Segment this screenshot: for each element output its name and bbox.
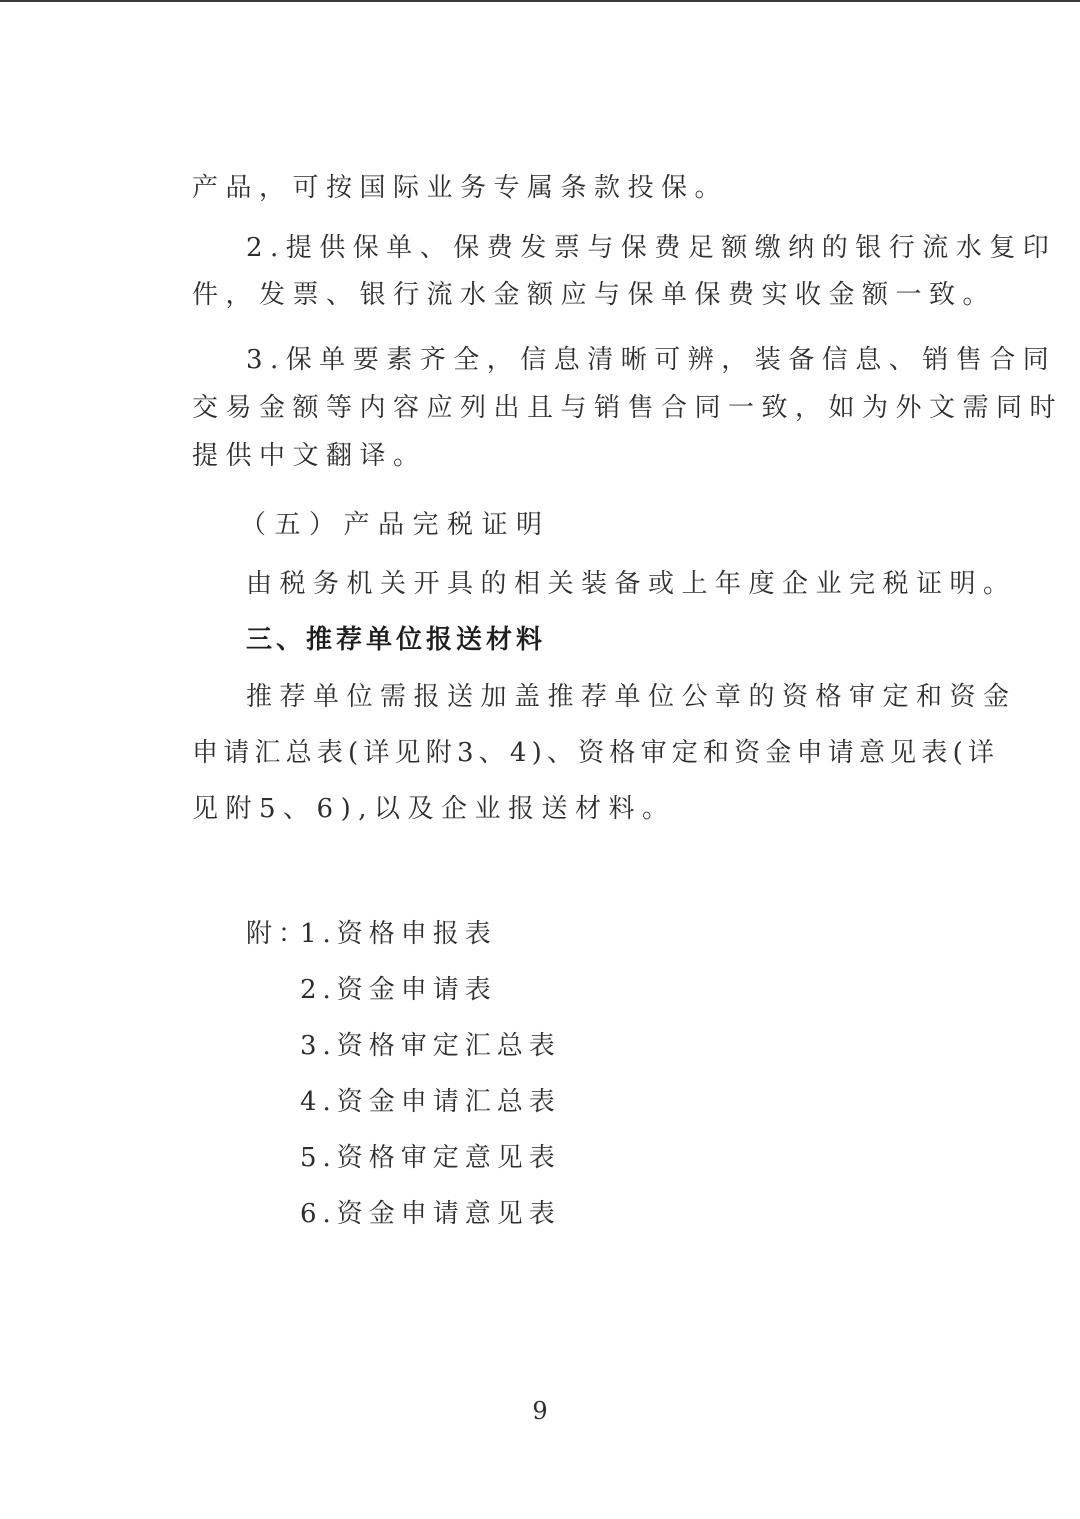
paragraph-line: 由税务机关开具的相关装备或上年度企业完税证明。 — [246, 569, 1017, 599]
paragraph-line: 交易金额等内容应列出且与销售合同一致，如为外文需同时 — [192, 393, 1064, 423]
paragraph-line: 提供中文翻译。 — [192, 441, 427, 471]
paragraph-line: 2.提供保单、保费发票与保费足额缴纳的银行流水复印 — [246, 233, 1057, 263]
attachment-item: 4.资金申请汇总表 — [300, 1087, 561, 1117]
paragraph-line: 见附5、6),以及企业报送材料。 — [192, 794, 676, 824]
attachment-item: 3.资格审定汇总表 — [300, 1031, 561, 1061]
attachments-label: 附： — [246, 919, 311, 949]
paragraph-line: 3.保单要素齐全，信息清晰可辨，装备信息、销售合同 — [246, 345, 1057, 375]
attachment-item: 2.资金申请表 — [300, 975, 497, 1005]
paragraph-line: 申请汇总表(详见附3、4)、资格审定和资金申请意见表(详 — [192, 738, 1000, 768]
attachment-item: 1.资格申报表 — [300, 919, 497, 949]
top-border-line — [0, 0, 1080, 2]
paragraph-line: 件，发票、银行流水金额应与保单保费实收金额一致。 — [192, 280, 997, 310]
paragraph-line: 推荐单位需报送加盖推荐单位公章的资格审定和资金 — [246, 682, 1017, 712]
section-heading-five: （五）产品完税证明 — [240, 510, 551, 540]
attachment-item: 5.资格审定意见表 — [300, 1143, 561, 1173]
paragraph-line: 产品，可按国际业务专属条款投保。 — [192, 173, 729, 203]
attachment-item: 6.资金申请意见表 — [300, 1199, 561, 1229]
page-number: 9 — [532, 1397, 548, 1425]
section-heading-three: 三、推荐单位报送材料 — [246, 625, 547, 655]
